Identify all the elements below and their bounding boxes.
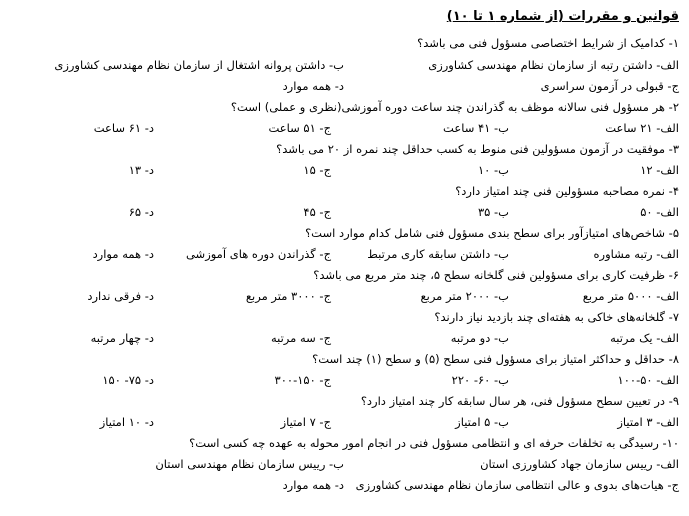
option-c: ج- ۷ امتیاز xyxy=(280,415,331,429)
option-c: ج- هیات‌های بدوی و عالی انتظامی سازمان نظام مهندسی کشاورزی xyxy=(355,478,679,492)
option-a: الف- ۵۰-۱۰۰ xyxy=(617,373,679,387)
question-2-options xyxy=(0,118,689,139)
question-6 xyxy=(0,265,689,286)
question-text: ۱۰- رسیدگی به تخلفات حرفه ای و انتظامی مسؤول فنی در انجام امور محوله به عهده چه کسی است؟ xyxy=(189,436,679,450)
option-d: د- فرقی ندارد xyxy=(87,289,154,303)
option-b: ب- رییس سازمان نظام مهندسی استان xyxy=(155,457,344,471)
option-d: د- چهار مرتبه xyxy=(90,331,154,345)
question-10-options-row-1 xyxy=(0,454,689,475)
option-b: ب- ۴۱ ساعت xyxy=(443,121,509,135)
option-c: ج- گذراندن دوره های آموزشی xyxy=(185,247,331,261)
option-d: د- ۶۵ xyxy=(128,205,154,219)
question-9 xyxy=(0,391,689,412)
option-a: الف- ۵۰۰۰ متر مربع xyxy=(582,289,679,303)
option-a: الف- ۲۱ ساعت xyxy=(605,121,679,135)
option-b: ب- داشتن پروانه اشتغال از سازمان نظام مهندسی کشاورزی xyxy=(54,58,344,72)
option-a: الف- رییس سازمان جهاد کشاورزی استان xyxy=(480,457,679,471)
option-d: د- ۶۱ ساعت xyxy=(93,121,154,135)
option-d: د- همه موارد xyxy=(92,247,154,261)
question-8-options xyxy=(0,370,689,391)
option-a: الف- رتبه مشاوره xyxy=(593,247,679,261)
question-text: ۷- گلخانه‌های خاکی به هفته‌ای چند بازدید نیاز دارند؟ xyxy=(434,310,679,324)
question-7-options xyxy=(0,328,689,349)
question-text: ۴- نمره مصاحبه مسؤولین فنی چند امتیاز دارد؟ xyxy=(455,184,679,198)
option-d: د- همه موارد xyxy=(282,478,344,492)
question-5 xyxy=(0,223,689,244)
option-d: د- ۱۳ xyxy=(128,163,154,177)
question-text: ۳- موفقیت در آزمون مسؤولین فنی منوط به کسب حداقل چند نمره از ۲۰ می باشد؟ xyxy=(276,142,679,156)
question-text: ۵- شاخص‌های امتیازآور برای سطح بندی مسؤول فنی شامل کدام موارد است؟ xyxy=(305,226,679,240)
question-10 xyxy=(0,433,689,454)
question-7 xyxy=(0,307,689,328)
option-d: د- ۷۵- ۱۵۰ xyxy=(102,373,154,387)
page-title: قوانین و مقررات (از شماره ۱ تا ۱۰) xyxy=(446,9,679,24)
question-4 xyxy=(0,181,689,202)
question-text: ۶- ظرفیت کاری برای مسؤولین فنی گلخانه سطح ۵، چند متر مربع می باشد؟ xyxy=(313,268,679,282)
option-a: الف- ۳ امتیاز xyxy=(617,415,679,429)
option-a: الف- ۱۲ xyxy=(640,163,679,177)
option-b: ب- ۵ امتیاز xyxy=(455,415,509,429)
question-text: ۲- هر مسؤول فنی سالانه موظف به گذراندن چند ساعت دوره آموزشی(نظری و عملی) است؟ xyxy=(230,100,679,114)
option-c: ج- ۵۱ ساعت xyxy=(268,121,331,135)
option-c: ج- ۱۵۰-۳۰۰ xyxy=(274,373,331,387)
option-c: ج- قبولی در آزمون سراسری xyxy=(540,79,679,93)
question-8 xyxy=(0,349,689,370)
question-text: ۱- کدامیک از شرایط اختصاصی مسؤول فنی می باشد؟ xyxy=(417,36,679,50)
question-5-options xyxy=(0,244,689,265)
option-c: ج- سه مرتبه xyxy=(270,331,331,345)
option-b: ب- ۳۵ xyxy=(478,205,509,219)
question-2 xyxy=(0,97,689,118)
question-10-options-row-2 xyxy=(0,475,689,496)
question-1-options-row-2 xyxy=(0,76,689,97)
option-b: ب- ۲۰۰۰ متر مربع xyxy=(420,289,509,303)
option-b: ب- داشتن سابقه کاری مرتبط xyxy=(367,247,509,261)
option-d: د- همه موارد xyxy=(282,79,344,93)
option-c: ج- ۳۰۰۰ متر مربع xyxy=(245,289,331,303)
question-1-options-row-1 xyxy=(0,55,689,76)
question-text: ۹- در تعیین سطح مسؤول فنی، هر سال سابقه کار چند امتیاز دارد؟ xyxy=(360,394,679,408)
option-d: د- ۱۰ امتیاز xyxy=(99,415,154,429)
question-3-options xyxy=(0,160,689,181)
question-6-options xyxy=(0,286,689,307)
question-4-options xyxy=(0,202,689,223)
option-b: ب- ۶۰- ۲۲۰ xyxy=(451,373,509,387)
question-9-options xyxy=(0,412,689,433)
option-b: ب- ۱۰ xyxy=(478,163,509,177)
option-c: ج- ۱۵ xyxy=(303,163,331,177)
option-c: ج- ۴۵ xyxy=(303,205,331,219)
option-b: ب- دو مرتبه xyxy=(450,331,509,345)
option-a: الف- ۵۰ xyxy=(640,205,679,219)
option-a: الف- یک مرتبه xyxy=(610,331,679,345)
question-3 xyxy=(0,139,689,160)
question-1 xyxy=(0,33,689,54)
question-text: ۸- حداقل و حداکثر امتیاز برای مسؤول فنی سطح (۵) و سطح (۱) چند است؟ xyxy=(312,352,679,366)
option-a: الف- داشتن رتبه از سازمان نظام مهندسی کشاورزی xyxy=(428,58,679,72)
